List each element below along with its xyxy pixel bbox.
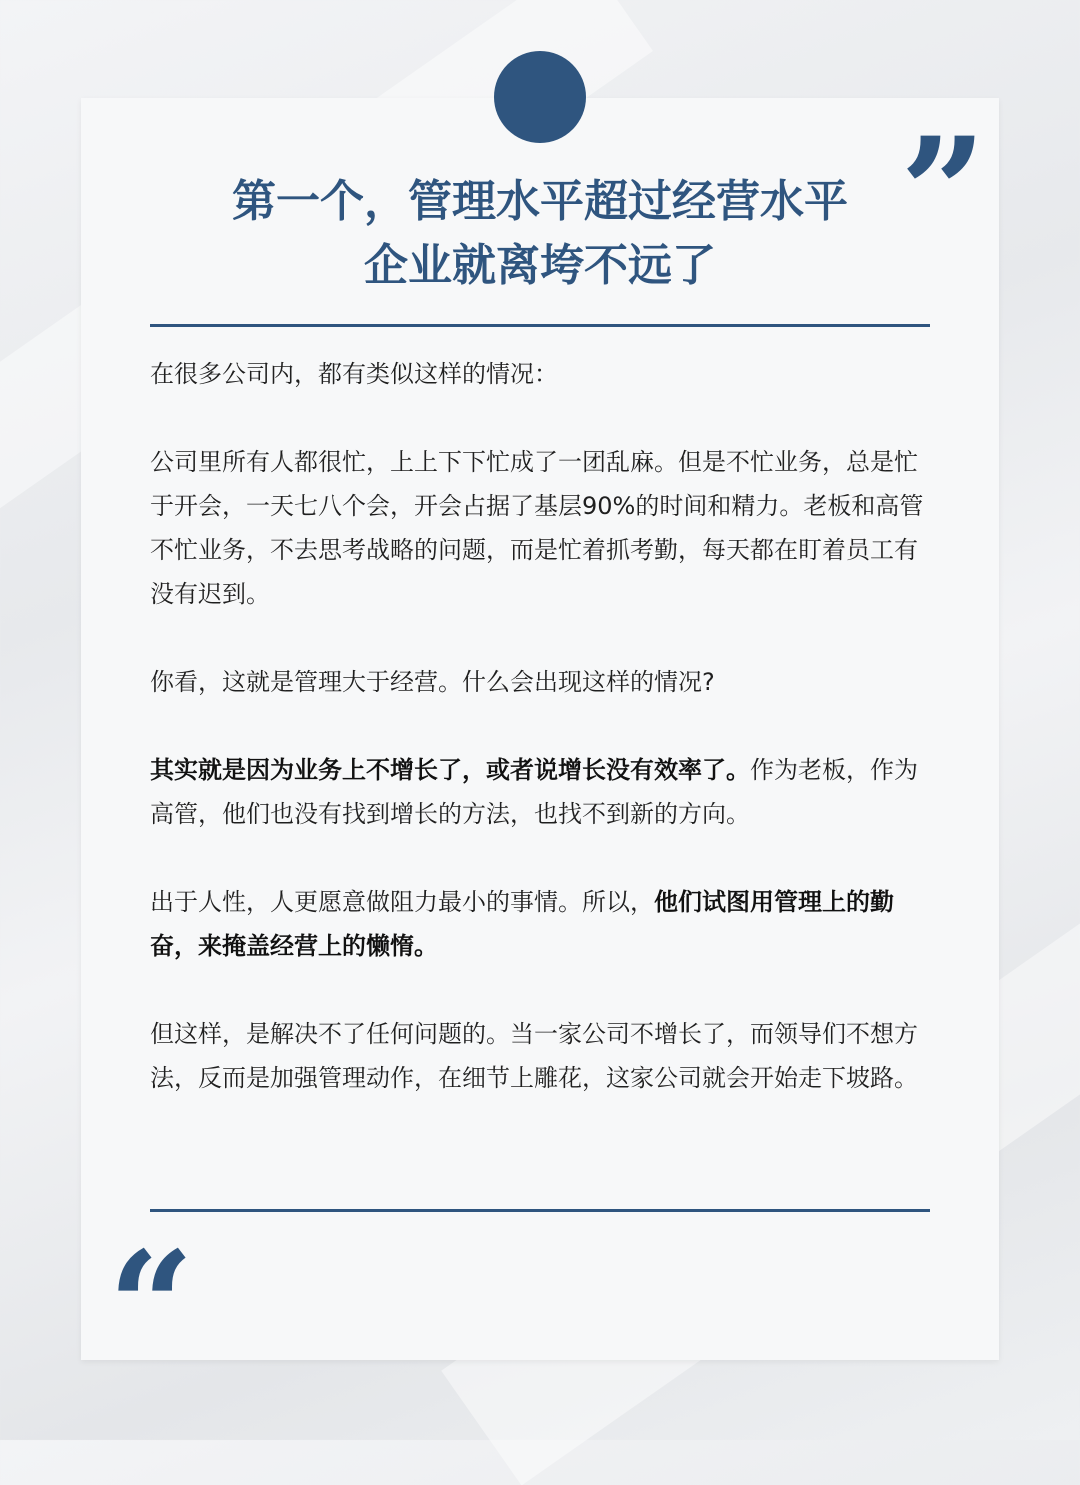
paragraph-reason [150,748,930,836]
reason-rest: 作为老板，作为高管，他们也没有找到增长的方法，也找不到新的方向。 [150,756,918,828]
article-body [150,352,930,1144]
bottom-divider [150,1209,930,1212]
paragraph-conclusion: 但这样，是解决不了任何问题的。当一家公司不增长了，而领导们不想方法，反而是加强管理动作，在细节上雕花，这家公司就会开始走下坡路。 [150,1020,918,1092]
open-quote-icon: “ [108,1219,195,1395]
top-divider [150,324,930,327]
decorative-circle [494,51,586,143]
close-quote-icon: ” [900,105,987,281]
paragraph-busy: 公司里所有人都很忙，上上下下忙成了一团乱麻。但是不忙业务，总是忙于开会，一天七八个会，开会占据了基层90%的时间和精力。老板和高管不忙业务，不去思考战略的问题，而是忙着抓考勤，每天都在盯着员工有没有迟到。 [150,448,924,608]
title-line-2: 企业就离垮不远了 [364,240,716,291]
reason-bold: 其实就是因为业务上不增长了，或者说增长没有效率了。 [150,756,750,784]
paragraph-human-nature [150,880,930,968]
paragraph-intro: 在很多公司内，都有类似这样的情况： [150,360,558,388]
paragraph-question: 你看，这就是管理大于经营。什么会出现这样的情况? [150,668,715,696]
human-nature-start: 出于人性，人更愿意做阻力最小的事情。所以， [150,888,654,916]
title-line-1: 第一个，管理水平超过经营水平 [232,176,848,227]
human-nature-bold: 他们试图用管理上的勤奋，来掩盖经营上的懒惰。 [150,888,894,960]
page-title [150,170,930,298]
